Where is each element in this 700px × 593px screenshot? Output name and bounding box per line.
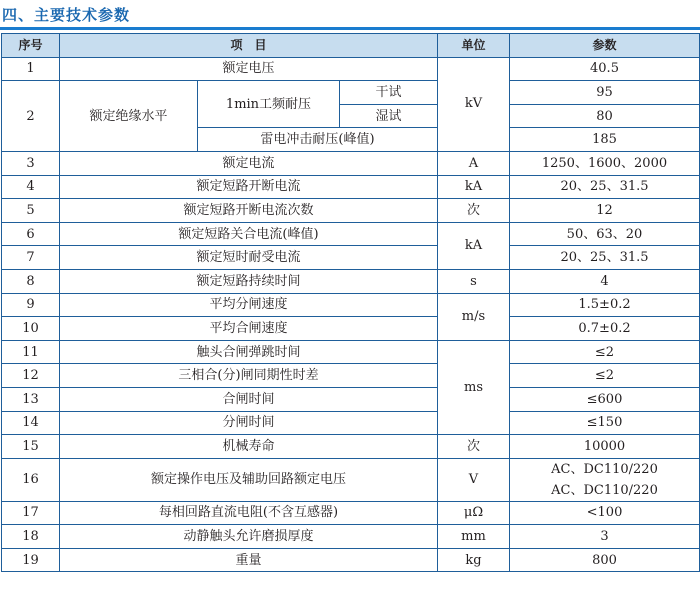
row-unit: A [438, 151, 510, 175]
header-value: 参数 [510, 34, 700, 58]
header-unit: 单位 [438, 34, 510, 58]
row-item: 平均合闸速度 [60, 317, 438, 341]
row-item: 触头合闸弹跳时间 [60, 340, 438, 364]
row-value-lightning: 185 [510, 128, 700, 152]
row-no: 7 [2, 246, 60, 270]
row-item: 机械寿命 [60, 435, 438, 459]
row-item: 额定短路关合电流(峰值) [60, 222, 438, 246]
row-value: <100 [510, 501, 700, 525]
table-row [2, 57, 700, 81]
row-no: 3 [2, 151, 60, 175]
row-item: 额定短路开断电流 [60, 175, 438, 199]
table-row [2, 81, 700, 105]
table-row [2, 317, 700, 341]
row-value: ≤600 [510, 387, 700, 411]
row-no: 16 [2, 458, 60, 501]
table-row [2, 340, 700, 364]
row-no: 18 [2, 525, 60, 549]
table-row [2, 387, 700, 411]
row-item: 额定电流 [60, 151, 438, 175]
row-value: 50、63、20 [510, 222, 700, 246]
table-row [2, 175, 700, 199]
row-subitem-1min: 1min工频耐压 [198, 81, 340, 128]
row-no: 6 [2, 222, 60, 246]
row-value: 10000 [510, 435, 700, 459]
table-row [2, 151, 700, 175]
table-row [2, 246, 700, 270]
row-no: 17 [2, 501, 60, 525]
table-row [2, 364, 700, 388]
row-unit-merged: kA [438, 222, 510, 269]
row-value: ≤2 [510, 364, 700, 388]
table-row [2, 293, 700, 317]
row-no: 14 [2, 411, 60, 435]
row-value: 20、25、31.5 [510, 246, 700, 270]
row-item: 额定电压 [60, 57, 438, 81]
row-no: 1 [2, 57, 60, 81]
row-no: 10 [2, 317, 60, 341]
row-subitem-dry: 干试 [340, 81, 438, 105]
unit-kv: kV [438, 57, 510, 151]
row-value-wet: 80 [510, 104, 700, 128]
row-unit: V [438, 458, 510, 501]
table-row [2, 548, 700, 572]
row-item: 分闸时间 [60, 411, 438, 435]
row-unit: s [438, 269, 510, 293]
row-no: 12 [2, 364, 60, 388]
table-row [2, 411, 700, 435]
header-no: 序号 [2, 34, 60, 58]
row-no: 11 [2, 340, 60, 364]
row-unit: mm [438, 525, 510, 549]
row-item: 重量 [60, 548, 438, 572]
row-item: 每相回路直流电阻(不含互感器) [60, 501, 438, 525]
row-value: 1.5±0.2 [510, 293, 700, 317]
row-value: ≤150 [510, 411, 700, 435]
row-no: 2 [2, 81, 60, 152]
row-unit-merged: ms [438, 340, 510, 434]
row-no: 9 [2, 293, 60, 317]
row-value: 4 [510, 269, 700, 293]
row-unit: 次 [438, 435, 510, 459]
row-value: 800 [510, 548, 700, 572]
row-item: 三相合(分)闸同期性时差 [60, 364, 438, 388]
row-no: 19 [2, 548, 60, 572]
row-item: 动静触头允许磨损厚度 [60, 525, 438, 549]
row-value: 20、25、31.5 [510, 175, 700, 199]
section-title: 四、主要技术参数 [2, 6, 131, 24]
table-row [2, 435, 700, 459]
row-item: 合闸时间 [60, 387, 438, 411]
row-unit-merged: m/s [438, 293, 510, 340]
table-row [2, 525, 700, 549]
row-no: 15 [2, 435, 60, 459]
table-row [2, 199, 700, 223]
row-subitem-wet: 湿试 [340, 104, 438, 128]
row-item: 额定短时耐受电流 [60, 246, 438, 270]
table-row [2, 269, 700, 293]
row-value: 1250、1600、2000 [510, 151, 700, 175]
row-subitem-lightning: 雷电冲击耐压(峰值) [198, 128, 438, 152]
row-value: 0.7±0.2 [510, 317, 700, 341]
row-no: 5 [2, 199, 60, 223]
table-row [2, 501, 700, 525]
row-value: ≤2 [510, 340, 700, 364]
row-item: 额定短路开断电流次数 [60, 199, 438, 223]
row-item: 额定操作电压及辅助回路额定电压 [60, 458, 438, 501]
row-value-dry: 95 [510, 81, 700, 105]
row-value-2: AC、DC110/220 [510, 480, 700, 502]
row-item: 额定绝缘水平 [60, 81, 198, 152]
row-value: 12 [510, 199, 700, 223]
table-row [2, 458, 700, 480]
technical-parameters-table [1, 33, 700, 572]
row-value: 3 [510, 525, 700, 549]
row-unit: μΩ [438, 501, 510, 525]
row-unit: kg [438, 548, 510, 572]
row-value: 40.5 [510, 57, 700, 81]
row-no: 13 [2, 387, 60, 411]
row-item: 平均分闸速度 [60, 293, 438, 317]
table-row [2, 222, 700, 246]
row-item: 额定短路持续时间 [60, 269, 438, 293]
row-unit: kA [438, 175, 510, 199]
row-no: 4 [2, 175, 60, 199]
row-unit: 次 [438, 199, 510, 223]
table-header-row [2, 34, 700, 58]
title-underline [0, 27, 700, 30]
header-item: 项 目 [60, 34, 438, 58]
row-no: 8 [2, 269, 60, 293]
row-value-1: AC、DC110/220 [510, 458, 700, 480]
